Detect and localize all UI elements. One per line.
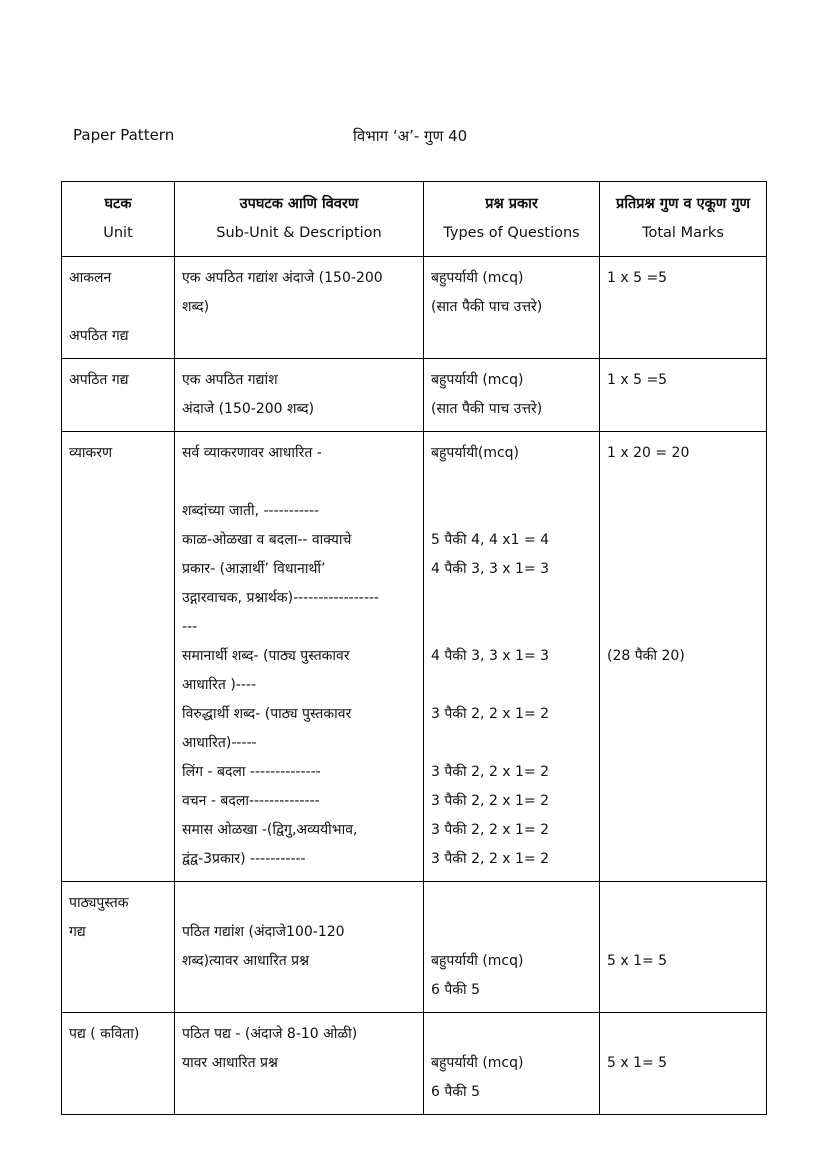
cell-text-line: गद्य xyxy=(69,924,86,940)
column-header-english: Sub-Unit & Description xyxy=(216,225,382,241)
question-type-cell xyxy=(424,359,600,432)
cell-text-line: एक अपठित गद्यांश अंदाजे (150-200 xyxy=(182,270,383,286)
table-row xyxy=(62,1013,767,1115)
marks-cell xyxy=(600,432,767,882)
blank-line xyxy=(431,497,592,526)
unit-cell xyxy=(62,882,175,1013)
cell-text-line: वचन - बदला-------------- xyxy=(182,793,320,809)
description-cell xyxy=(175,257,424,359)
cell-text-line: व्याकरण xyxy=(69,445,113,461)
blank-line xyxy=(182,889,416,918)
cell-text-line: द्वंद्व-3प्रकार) ----------- xyxy=(182,851,306,867)
column-header-english: Total Marks xyxy=(642,225,724,241)
table-row xyxy=(62,359,767,432)
column-header-unit xyxy=(62,182,175,257)
table-body xyxy=(62,257,767,1115)
description-cell xyxy=(175,432,424,882)
blank-line xyxy=(431,613,592,642)
table-row xyxy=(62,257,767,359)
cell-text-line: बहुपर्यायी (mcq) xyxy=(431,270,524,286)
cell-text-line: एक अपठित गद्यांश xyxy=(182,372,278,388)
cell-text-line: 1 x 5 =5 xyxy=(607,270,668,286)
cell-text-line: 1 x 5 =5 xyxy=(607,372,668,388)
cell-text-line: शब्द)त्यावर आधारित प्रश्न xyxy=(182,953,310,969)
cell-text-line: (सात पैकी पाच उत्तरे) xyxy=(431,299,543,315)
column-header-description xyxy=(175,182,424,257)
blank-line xyxy=(431,918,592,947)
cell-text-line: विरुद्धार्थी शब्द- (पाठ्य पुस्तकावर xyxy=(182,706,352,722)
cell-text-line: बहुपर्यायी (mcq) xyxy=(431,1055,524,1071)
question-type-cell xyxy=(424,257,600,359)
unit-cell xyxy=(62,257,175,359)
blank-line xyxy=(607,584,759,613)
blank-line xyxy=(607,918,759,947)
column-header-marathi: प्रश्न प्रकार xyxy=(485,196,538,212)
cell-text-line: पाठ्यपुस्तक xyxy=(69,895,129,911)
blank-line xyxy=(607,555,759,584)
cell-text-line: 3 पैकी 2, 2 x 1= 2 xyxy=(431,793,550,809)
cell-text-line: बहुपर्यायी (mcq) xyxy=(431,372,524,388)
cell-text-line: आकलन xyxy=(69,270,112,286)
cell-text-line: 3 पैकी 2, 2 x 1= 2 xyxy=(431,851,550,867)
cell-text-line: प्रकार- (आज्ञार्थी’ विधानार्थी’ xyxy=(182,561,326,577)
blank-line xyxy=(607,526,759,555)
description-cell xyxy=(175,882,424,1013)
blank-line xyxy=(69,293,167,322)
marks-cell xyxy=(600,882,767,1013)
cell-text-line: 4 पैकी 3, 3 x 1= 3 xyxy=(431,648,550,664)
marks-cell xyxy=(600,359,767,432)
table-row xyxy=(62,432,767,882)
cell-text-line: 5 x 1= 5 xyxy=(607,1055,668,1071)
cell-text-line: लिंग - बदला -------------- xyxy=(182,764,321,780)
cell-text-line: 5 x 1= 5 xyxy=(607,953,668,969)
blank-line xyxy=(607,497,759,526)
unit-cell xyxy=(62,1013,175,1115)
page-heading xyxy=(73,126,773,150)
blank-line xyxy=(182,468,416,497)
cell-text-line: --- xyxy=(182,619,198,635)
unit-cell xyxy=(62,432,175,882)
table-header-row xyxy=(62,182,767,257)
blank-line xyxy=(431,1020,592,1049)
cell-text-line: 1 x 20 = 20 xyxy=(607,445,690,461)
cell-text-line: आधारित )---- xyxy=(182,677,256,693)
cell-text-line: अंदाजे (150-200 शब्द) xyxy=(182,401,315,417)
question-type-cell xyxy=(424,882,600,1013)
marks-cell xyxy=(600,257,767,359)
column-header-marathi: उपघटक आणि विवरण xyxy=(239,196,359,212)
cell-text-line: काळ-ओळखा व बदला-- वाक्याचे xyxy=(182,532,352,548)
cell-text-line: अपठित गद्य xyxy=(69,328,129,344)
blank-line xyxy=(431,729,592,758)
cell-text-line: आधारित)----- xyxy=(182,735,257,751)
column-header-marathi: घटक xyxy=(104,196,132,212)
question-type-cell xyxy=(424,432,600,882)
description-cell xyxy=(175,1013,424,1115)
cell-text-line: (सात पैकी पाच उत्तरे) xyxy=(431,401,543,417)
cell-text-line: बहुपर्यायी (mcq) xyxy=(431,953,524,969)
cell-text-line: 5 पैकी 4, 4 x1 = 4 xyxy=(431,532,550,548)
cell-text-line: पठित पद्य - (अंदाजे 8-10 ओळी) xyxy=(182,1026,358,1042)
table-row xyxy=(62,882,767,1013)
blank-line xyxy=(607,468,759,497)
cell-text-line: पद्य ( कविता) xyxy=(69,1026,140,1042)
cell-text-line: (28 पैकी 20) xyxy=(607,648,685,664)
cell-text-line: 4 पैकी 3, 3 x 1= 3 xyxy=(431,561,550,577)
cell-text-line: यावर आधारित प्रश्न xyxy=(182,1055,278,1071)
blank-line xyxy=(431,671,592,700)
question-type-cell xyxy=(424,1013,600,1115)
cell-text-line: 3 पैकी 2, 2 x 1= 2 xyxy=(431,706,550,722)
column-header-marathi: प्रतिप्रश्न गुण व एकूण गुण xyxy=(616,196,750,212)
cell-text-line: अपठित गद्य xyxy=(69,372,129,388)
cell-text-line: 3 पैकी 2, 2 x 1= 2 xyxy=(431,822,550,838)
blank-line xyxy=(431,584,592,613)
blank-line xyxy=(431,468,592,497)
column-header-types xyxy=(424,182,600,257)
section-marks-label: विभाग ‘अ’- गुण 40 xyxy=(353,127,468,145)
cell-text-line: 6 पैकी 5 xyxy=(431,982,481,998)
paper-pattern-table xyxy=(61,181,767,1115)
cell-text-line: समानार्थी शब्द- (पाठ्य पुस्तकावर xyxy=(182,648,350,664)
column-header-english: Types of Questions xyxy=(443,225,580,241)
marks-cell xyxy=(600,1013,767,1115)
column-header-english: Unit xyxy=(103,225,133,241)
blank-line xyxy=(607,889,759,918)
paper-pattern-label: Paper Pattern xyxy=(73,126,175,144)
cell-text-line: शब्द) xyxy=(182,299,210,315)
cell-text-line: सर्व व्याकरणावर आधारित - xyxy=(182,445,322,461)
cell-text-line: 3 पैकी 2, 2 x 1= 2 xyxy=(431,764,550,780)
cell-text-line: शब्दांच्या जाती, ----------- xyxy=(182,503,320,519)
description-cell xyxy=(175,359,424,432)
blank-line xyxy=(607,613,759,642)
unit-cell xyxy=(62,359,175,432)
cell-text-line: समास ओळखा -(द्विगु,अव्ययीभाव, xyxy=(182,822,358,838)
cell-text-line: उद्गारवाचक, प्रश्नार्थक)----------------- xyxy=(182,590,379,606)
column-header-marks xyxy=(600,182,767,257)
blank-line xyxy=(431,889,592,918)
cell-text-line: बहुपर्यायी(mcq) xyxy=(431,445,520,461)
cell-text-line: 6 पैकी 5 xyxy=(431,1084,481,1100)
blank-line xyxy=(607,1020,759,1049)
cell-text-line: पठित गद्यांश (अंदाजे100-120 xyxy=(182,924,345,940)
